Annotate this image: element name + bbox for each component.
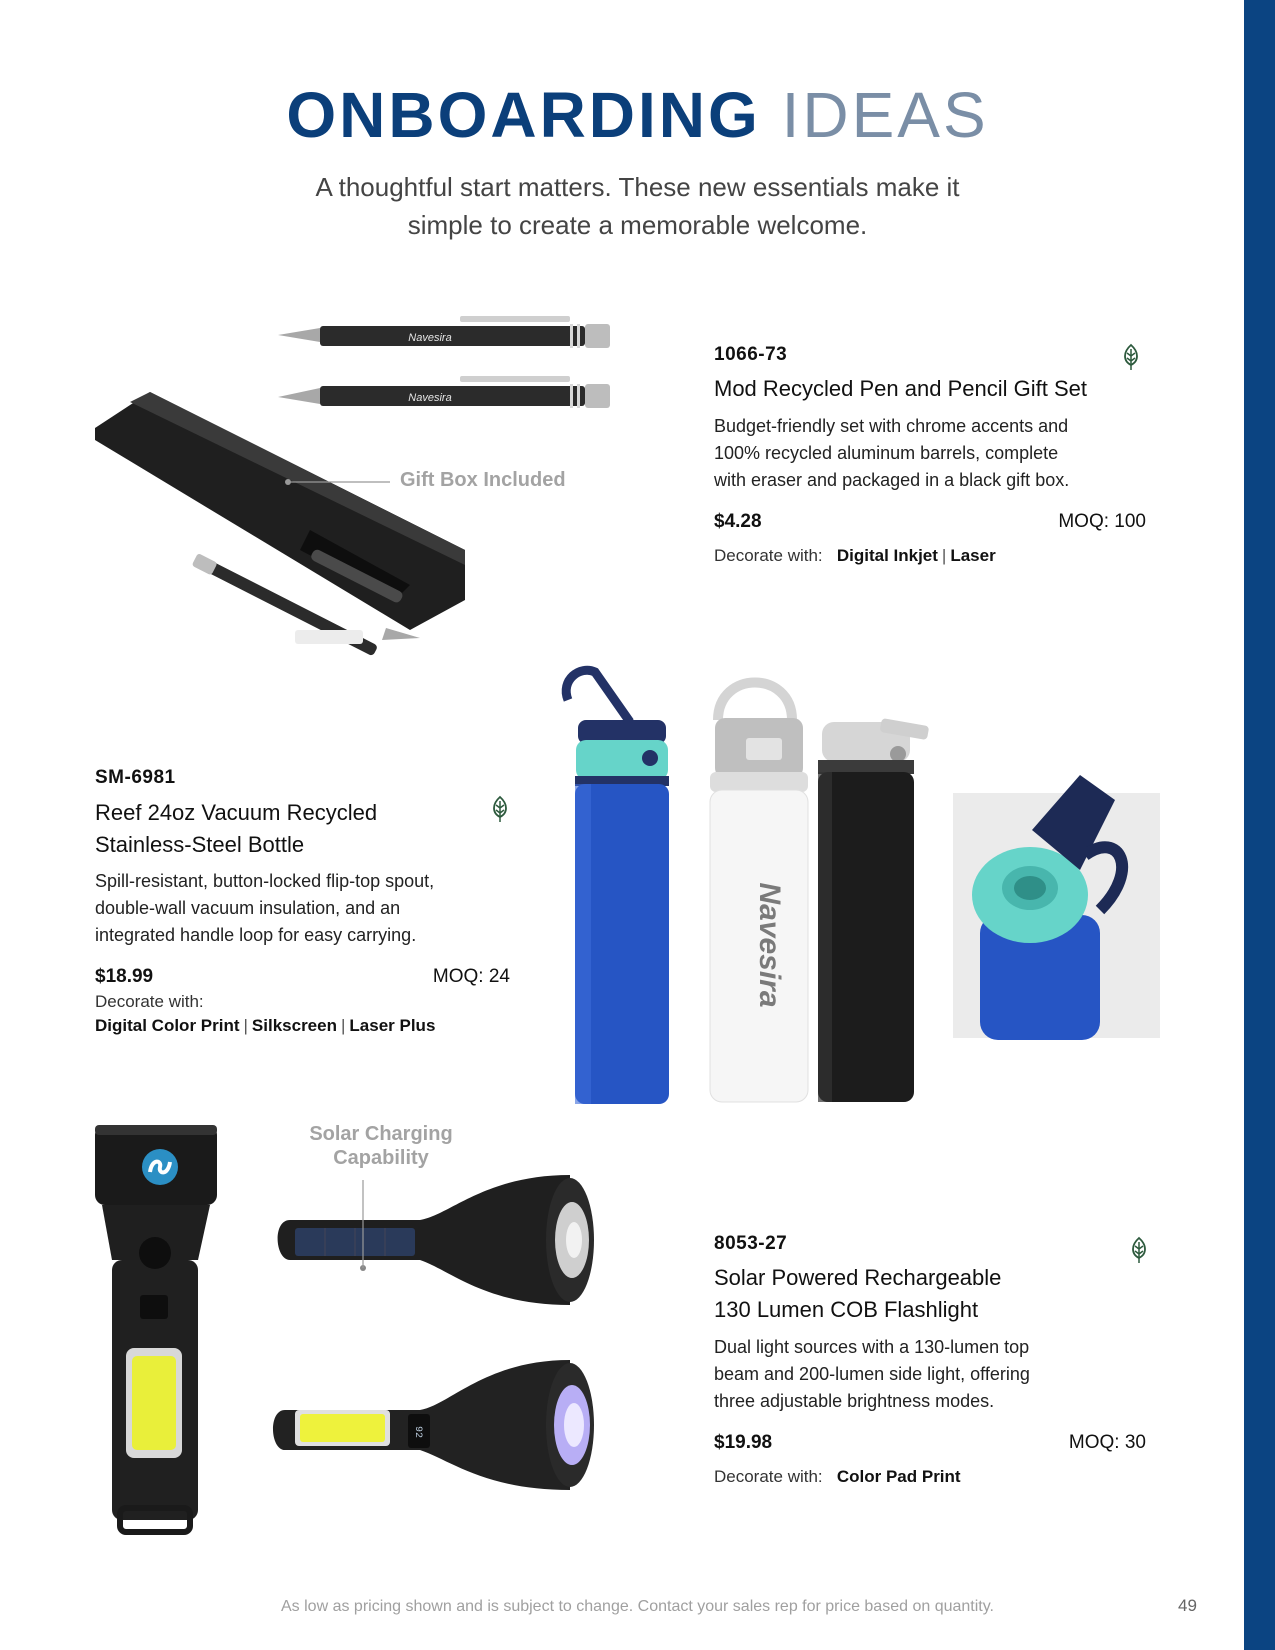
description-line: double-wall vacuum insulation, and an [95, 898, 401, 918]
white-bottle [710, 683, 808, 1103]
product-name-line: Solar Powered Rechargeable [714, 1265, 1002, 1290]
battery-display: 92 [412, 1425, 423, 1439]
leaf-icon [1127, 1236, 1151, 1264]
callout-line-text: Solar Charging [309, 1123, 453, 1145]
product-sku: 8053-27 [714, 1233, 788, 1254]
flashlight-vertical [95, 1125, 217, 1532]
page-title [0, 78, 1275, 152]
pencil-brand-text: Navesira [408, 392, 452, 404]
description-line: beam and 200-lumen side light, offering [714, 1364, 1030, 1384]
flashlight-cob [273, 1360, 594, 1490]
decorate-with [95, 990, 435, 1038]
bottles-image [560, 660, 1170, 1110]
flashlight-solar [278, 1175, 594, 1305]
description-line: three adjustable brightness modes. [714, 1391, 995, 1411]
product-moq: MOQ: 24 [432, 966, 510, 987]
description-line: integrated handle loop for easy carrying. [95, 925, 417, 945]
decoration-method: Silkscreen [251, 1016, 337, 1035]
decorate-label: Decorate with: [714, 1467, 823, 1486]
decorate-label: Decorate with: [714, 546, 823, 565]
product-name [714, 373, 1087, 405]
subtitle-line: A thoughtful start matters. These new essentials make it [315, 172, 960, 202]
blue-bottle [566, 670, 669, 1104]
pen-brand-text: Navesira [408, 332, 452, 344]
brand-sidebar [1244, 0, 1275, 1650]
product-description [714, 413, 1069, 494]
leaf-icon [1119, 343, 1143, 371]
product-moq: MOQ: 30 [1068, 1432, 1146, 1453]
decoration-method: Laser Plus [349, 1016, 436, 1035]
decoration-method: Color Pad Print [836, 1467, 961, 1486]
flashlight-image [90, 1120, 630, 1540]
product-name [95, 797, 377, 861]
decoration-method: Digital Inkjet [836, 546, 938, 565]
product-moq: MOQ: 100 [1058, 511, 1146, 532]
decoration-method: Digital Color Print [95, 1016, 240, 1035]
product-price: $4.28 [714, 511, 762, 532]
bottle-brand-text: Navesira [753, 882, 786, 1008]
spout-detail-inset [953, 775, 1160, 1040]
page-title-bold: ONBOARDING [286, 79, 761, 151]
description-line: Budget-friendly set with chrome accents and [714, 416, 1069, 436]
black-bottle [818, 718, 929, 1102]
page-title-light: IDEAS [781, 79, 989, 151]
decorate-with [714, 546, 996, 566]
product-description [714, 1334, 1030, 1415]
description-line: 100% recycled aluminum barrels, complete [714, 443, 1059, 463]
separator: | [243, 1016, 248, 1035]
page-number: 49 [1178, 1596, 1197, 1615]
product-name [714, 1262, 1001, 1326]
description-line: with eraser and packaged in a black gift box. [714, 470, 1070, 490]
page-subtitle [250, 168, 1025, 244]
gift-box-callout: Gift Box Included [400, 469, 566, 491]
decorate-label: Decorate with: [95, 992, 204, 1011]
pen-top [278, 316, 610, 348]
product-name-line: Stainless-Steel Bottle [95, 832, 305, 857]
decorate-with [714, 1467, 961, 1487]
product-name-line: Reef 24oz Vacuum Recycled [95, 800, 378, 825]
description-line: Dual light sources with a 130-lumen top [714, 1337, 1030, 1357]
leaf-icon [488, 795, 512, 823]
description-line: Spill-resistant, button-locked flip-top spout, [95, 871, 435, 891]
subtitle-line: simple to create a memorable welcome. [407, 210, 868, 240]
solar-callout [283, 1122, 479, 1170]
product-name-line: 130 Lumen COB Flashlight [714, 1297, 979, 1322]
pencil-top [278, 376, 610, 408]
eraser [295, 630, 363, 644]
product-description [95, 868, 434, 949]
callout-line-text: Capability [333, 1147, 429, 1169]
gift-box [95, 392, 465, 630]
product-price: $18.99 [95, 966, 154, 987]
product-sku: 1066-73 [714, 344, 788, 365]
product-price: $19.98 [714, 1432, 773, 1453]
product-sku: SM-6981 [95, 767, 176, 788]
separator: | [340, 1016, 346, 1035]
separator: | [941, 546, 947, 565]
pricing-disclaimer: As low as pricing shown and is subject to change. Contact your sales rep for price based on quantity. [281, 1598, 994, 1615]
product-name-line: Mod Recycled Pen and Pencil Gift Set [714, 376, 1087, 401]
decoration-method: Laser [950, 546, 996, 565]
